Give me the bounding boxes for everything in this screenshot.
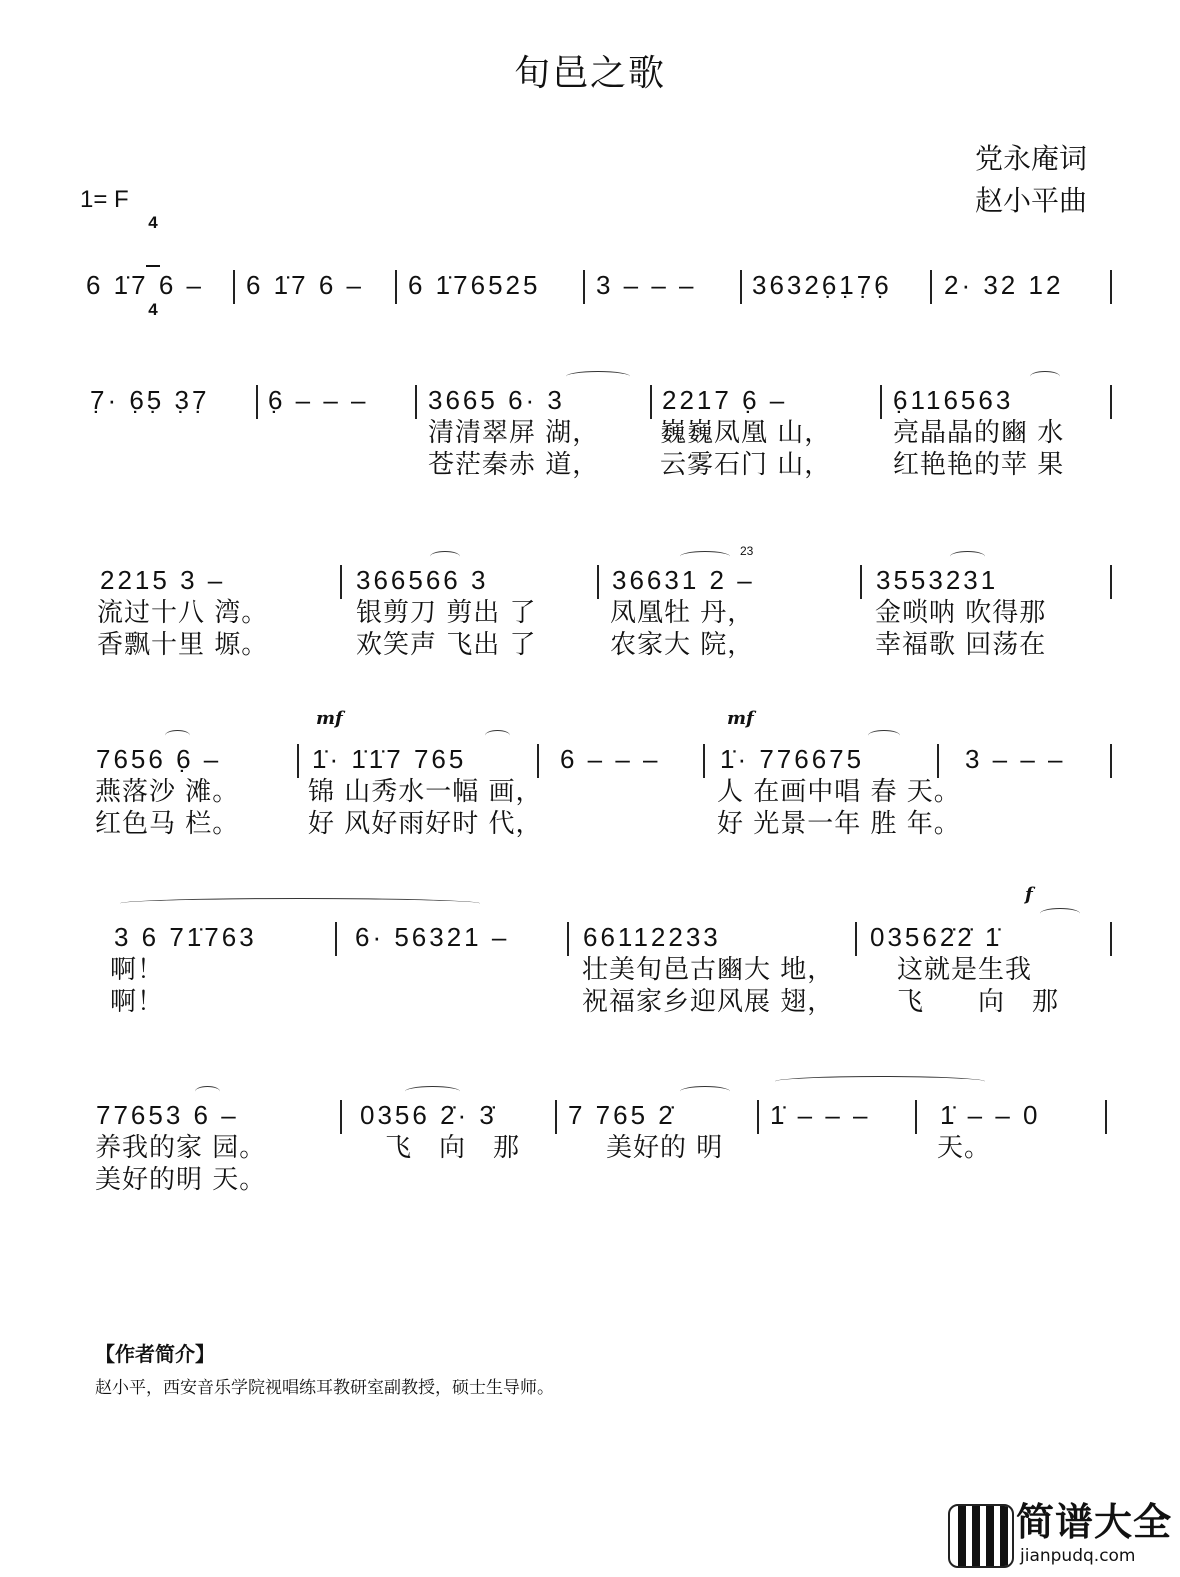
bio-text: 赵小平，西安音乐学院视唱练耳教研室副教授，硕士生导师。 (95, 1378, 554, 1398)
measure-notes: 6 1̇7 6 – (246, 270, 364, 300)
measure-notes: 1̇ – – – (770, 1100, 871, 1130)
bar-line (650, 385, 652, 419)
measure-notes: 6̣116563 (893, 385, 1014, 415)
measure-notes: 77653 6 – (96, 1100, 239, 1130)
bar-line (256, 385, 258, 419)
measure-notes: 2· 32 12 (944, 270, 1064, 300)
bar-line (880, 385, 882, 419)
time-signature-bottom: 4 (148, 300, 158, 319)
bar-line (1110, 744, 1112, 778)
bar-line (757, 1100, 759, 1134)
lyric-verse-1: 流过十八 湾。 (97, 598, 269, 628)
slur (1040, 908, 1080, 919)
bar-line (740, 270, 742, 304)
measure-notes: 6 – – – (560, 744, 661, 774)
lyric-verse-2: 红艳艳的苹 果 (893, 450, 1065, 480)
measure-notes: 7̣· 6̣5̣ 3̣7̣ (90, 385, 210, 415)
bar-line (537, 744, 539, 778)
bar-line (567, 922, 569, 956)
measure-notes: 6 1̇7 6 – (86, 270, 204, 300)
bio-heading: 【作者简介】 (95, 1342, 215, 1366)
bar-line (297, 744, 299, 778)
key-signature: 1= F (80, 186, 129, 213)
bar-line (915, 1100, 917, 1134)
bar-line (583, 270, 585, 304)
bar-line (233, 270, 235, 304)
lyric-verse-1: 飞 向 那 (385, 1133, 521, 1163)
lyric-verse-1: 美好的 明 (606, 1133, 724, 1163)
dynamic-mark: mf (727, 708, 754, 729)
bar-line (415, 385, 417, 419)
dynamic-mark: mf (316, 708, 343, 729)
lyric-verse-2: 好 风好雨好时 代， (308, 809, 543, 839)
slur (775, 1076, 985, 1087)
measure-notes: 1̇ – – 0 (940, 1100, 1041, 1130)
slur (195, 1086, 220, 1097)
bar-line (395, 270, 397, 304)
time-signature-top: 4 (148, 213, 158, 232)
lyric-verse-2: 幸福歌 回荡在 (875, 630, 1047, 660)
lyric-verse-1: 人 在画中唱 春 天。 (717, 777, 961, 807)
measure-notes: 3665 6· 3 (428, 385, 565, 415)
lyric-verse-2: 祝福家乡迎风展 翅， (582, 987, 835, 1017)
slur (680, 1086, 730, 1097)
slur (165, 730, 190, 741)
dynamic-mark: f (1025, 884, 1033, 905)
bar-line (335, 922, 337, 956)
bar-line (340, 565, 342, 599)
lyric-verse-2: 香飘十里 塬。 (97, 630, 269, 660)
slur (485, 730, 510, 741)
lyric-verse-1: 清清翠屏 湖， (428, 418, 600, 448)
lyric-verse-1: 天。 (937, 1133, 992, 1163)
lyric-verse-1: 锦 山秀水一幅 画， (308, 777, 543, 807)
bar-line (930, 270, 932, 304)
bar-line (597, 565, 599, 599)
measure-notes: 366566 3 (356, 565, 489, 595)
bar-line (860, 565, 862, 599)
lyric-verse-1: 银剪刀 剪出 了 (356, 598, 537, 628)
measure-notes: 3 6 71̇763 (114, 922, 257, 952)
slur (868, 730, 900, 741)
measure-notes: 7656 6̣ – (96, 744, 222, 774)
lyric-verse-1: 养我的家 园。 (95, 1133, 267, 1163)
measure-notes: 2217 6̣ – (662, 385, 788, 415)
logo-name: 简谱大全 (1016, 1500, 1173, 1544)
bar-line (555, 1100, 557, 1134)
slur (1030, 371, 1060, 382)
slur (680, 551, 730, 562)
grace-notes: 23 (740, 544, 754, 558)
logo-url: jianpudq.com (1020, 1546, 1136, 1566)
lyric-verse-1: 金唢呐 吹得那 (875, 598, 1047, 628)
measure-notes: 7 765 2̇ (568, 1100, 676, 1130)
bar-line (1110, 565, 1112, 599)
measure-notes: 3 – – – (965, 744, 1066, 774)
lyric-verse-2: 农家大 院， (610, 630, 755, 660)
measure-notes: 6 1̇76525 (408, 270, 541, 300)
lyric-verse-1: 燕落沙 滩。 (95, 777, 240, 807)
lyric-verse-2: 红色马 栏。 (95, 809, 240, 839)
bar-line (1110, 385, 1112, 419)
bar-line (855, 922, 857, 956)
lyric-verse-2: 美好的明 天。 (95, 1165, 267, 1195)
lyric-verse-1: 巍巍凤凰 山， (660, 418, 832, 448)
lyric-verse-2: 啊！ (110, 987, 165, 1017)
time-signature (146, 180, 160, 335)
piano-keys-icon (948, 1504, 1014, 1568)
bar-line (1110, 922, 1112, 956)
lyric-verse-2: 好 光景一年 胜 年。 (717, 809, 961, 839)
measure-notes: 3 – – – (596, 270, 697, 300)
measure-notes: 36326̣1̣7̣6̣ (752, 270, 892, 300)
lyric-verse-1: 亮晶晶的豳 水 (893, 418, 1065, 448)
measure-notes: 36631 2 – (612, 565, 755, 595)
song-title: 旬邑之歌 (513, 53, 666, 94)
lyric-verse-2: 云雾石门 山， (660, 450, 832, 480)
site-logo (948, 1500, 1176, 1570)
slur (405, 1086, 460, 1097)
lyric-verse-2: 飞 向 那 (897, 987, 1060, 1017)
measure-notes: 6· 56321 – (355, 922, 510, 952)
measure-notes: 66112233 (583, 922, 721, 952)
composer-credit: 赵小平曲 (975, 184, 1088, 217)
slur (950, 551, 985, 562)
bar-line (703, 744, 705, 778)
measure-notes: 03562̇2̇ 1̇ (870, 922, 1003, 952)
lyric-verse-1: 壮美旬邑古豳大 地， (582, 955, 835, 985)
lyric-verse-1: 凤凰牡 丹， (610, 598, 755, 628)
bar-line (340, 1100, 342, 1134)
measure-notes: 3553231 (876, 565, 999, 595)
bar-line (1105, 1100, 1107, 1134)
slur (430, 551, 460, 562)
lyricist-credit: 党永庵词 (975, 142, 1088, 175)
bar-line (1110, 270, 1112, 304)
measure-notes: 1̇· 1̇1̇7 765 (312, 744, 467, 774)
slur (120, 898, 480, 909)
lyric-verse-2: 苍茫秦赤 道， (428, 450, 600, 480)
measure-notes: 1̇· 776675 (720, 744, 865, 774)
slur (566, 371, 630, 382)
lyric-verse-2: 欢笑声 飞出 了 (356, 630, 537, 660)
measure-notes: 6̣ – – – (268, 385, 369, 415)
lyric-verse-1: 这就是生我 (897, 955, 1033, 985)
measure-notes: 0356 2̇· 3̇ (360, 1100, 497, 1130)
bar-line (937, 744, 939, 778)
measure-notes: 2215 3 – (100, 565, 226, 595)
lyric-verse-1: 啊！ (110, 955, 165, 985)
